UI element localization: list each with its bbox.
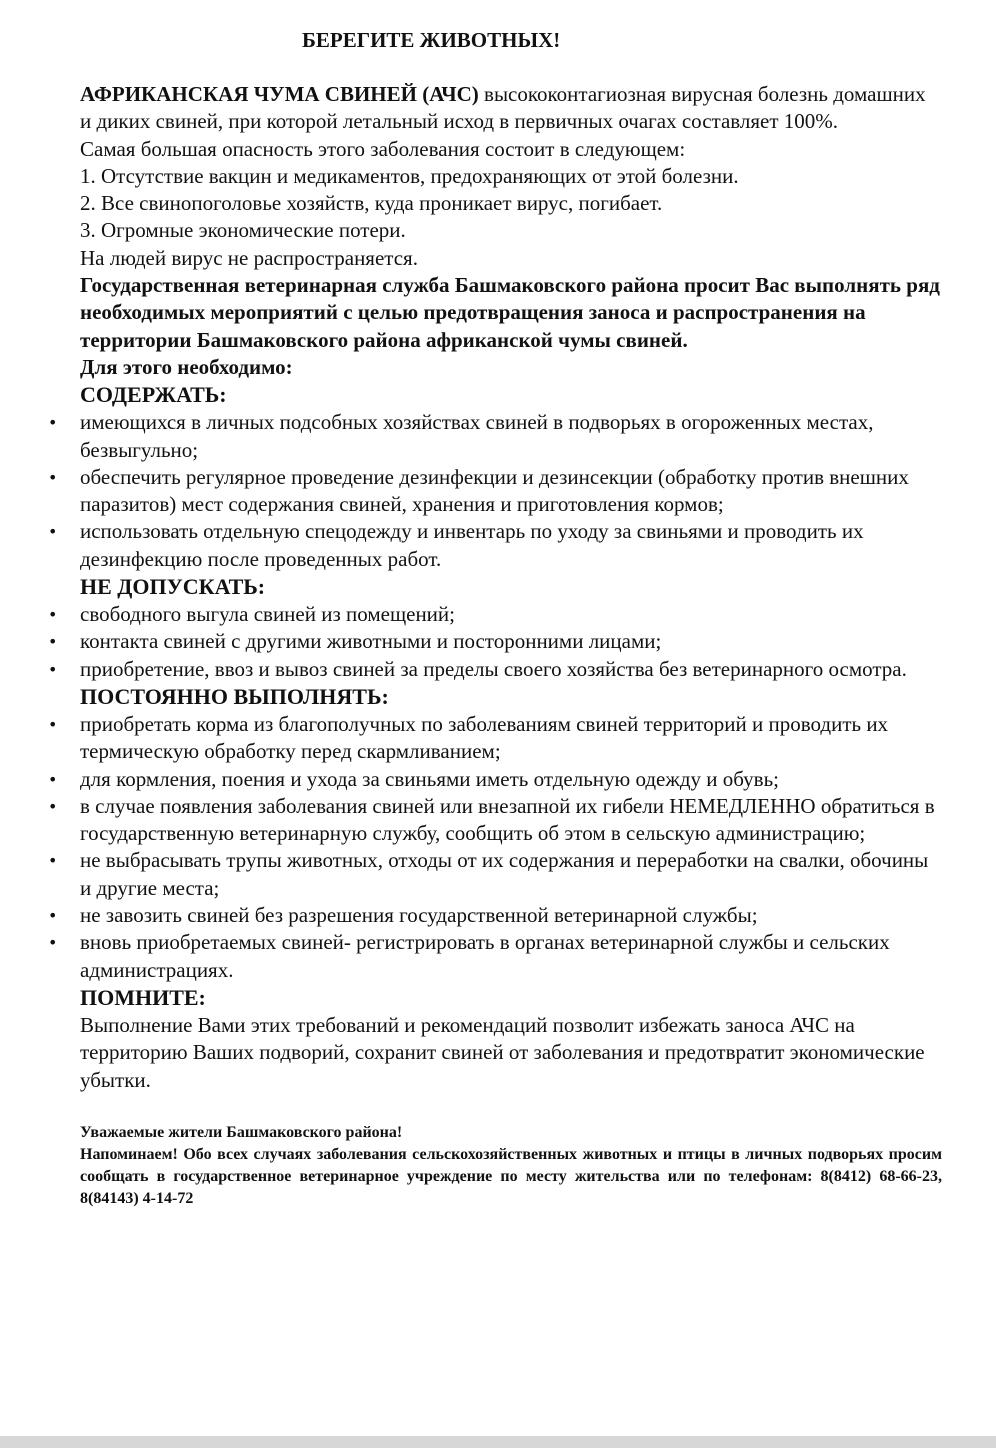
footer-text: Напоминаем! Обо всех случаях заболевания сельскохозяйственных животных и птицы в личных подворьях просим сообщать в государственное ветеринарное учреждение по месту жительства или по телефонам: 8(8412) 68-66-23, 8(84143) 4-14-72	[80, 1145, 942, 1207]
section-heading-keep: СОДЕРЖАТЬ:	[80, 382, 227, 408]
list-item: • использовать отдельную спецодежду и инвентарь по уходу за свиньями и проводить их дезинфекцию после проведенных работ.	[80, 518, 942, 573]
list-item: • свободного выгула свиней из помещений;	[80, 601, 942, 628]
footer-notice	[80, 1122, 942, 1210]
remember-text: Выполнение Вами этих требований и рекомендаций позволит избежать заноса АЧС на территорию Ваших подворий, сохранит свиней от заболевания и предотвратит экономические убытки.	[80, 1012, 925, 1092]
no-human-note: На людей вирус не распространяется.	[80, 245, 418, 270]
list-item: • не завозить свиней без разрешения государственной ветеринарной службы;	[80, 902, 942, 929]
list-item: • обеспечить регулярное проведение дезинфекции и дезинсекции (обработку против внешних паразитов) мест содержания свиней, хранения и приготовления кормов;	[80, 464, 942, 519]
list-item: • вновь приобретаемых свиней- регистрировать в органах ветеринарной службы и сельских администрациях.	[80, 929, 942, 984]
footer-greeting: Уважаемые жители Башмаковского района!	[80, 1123, 403, 1141]
list-item: • приобретение, ввоз и вывоз свиней за пределы своего хозяйства без ветеринарного осмотра.	[80, 656, 942, 683]
danger-item: 2. Все свинопоголовье хозяйств, куда проникает вирус, погибает.	[80, 191, 663, 216]
list-item: • приобретать корма из благополучных по заболеваниям свиней территорий и проводить их термическую обработку перед скармливанием;	[80, 711, 942, 766]
service-request: Государственная ветеринарная служба Башмаковского района просит Вас выполнять ряд необходимых мероприятий с целью предотвращения заноса и распространения на территории Башмаковского района африканской чумы свиней.	[80, 273, 940, 352]
danger-item: 1. Отсутствие вакцин и медикаментов, предохраняющих от этой болезни.	[80, 163, 739, 188]
page-bottom-edge	[0, 1436, 996, 1448]
danger-item: 3. Огромные экономические потери.	[80, 218, 406, 243]
forbid-list	[80, 601, 942, 683]
list-item: • имеющихся в личных подсобных хозяйствах свиней в подворьях в огороженных местах, безвыгульно;	[80, 409, 942, 464]
list-item: • контакта свиней с другими животными и посторонними лицами;	[80, 628, 942, 655]
intro-bold-lead: АФРИКАНСКАЯ ЧУМА СВИНЕЙ (АЧС)	[80, 82, 479, 106]
keep-list	[80, 409, 942, 573]
intro-paragraph	[80, 81, 942, 136]
document-content	[80, 26, 942, 1210]
list-item: • в случае появления заболевания свиней или внезапной их гибели НЕМЕДЛЕННО обратиться в государственную ветеринарную службу, сообщить об этом в сельскую администрацию;	[80, 793, 942, 848]
list-item: • для кормления, поения и ухода за свиньями иметь отдельную одежду и обувь;	[80, 766, 942, 793]
document-title: БЕРЕГИТЕ ЖИВОТНЫХ!	[302, 28, 561, 52]
section-heading-remember: ПОМНИТЕ:	[80, 984, 206, 1010]
list-item: • не выбрасывать трупы животных, отходы от их содержания и переработки на свалки, обочины и другие места;	[80, 847, 942, 902]
section-heading-forbid: НЕ ДОПУСКАТЬ:	[80, 574, 266, 600]
intro-rest: высококонтагиозная вирусная болезнь домашних и диких свиней, при которой летальный исход в первичных очагах составляет 100%.	[80, 82, 926, 134]
always-list	[80, 711, 942, 984]
danger-intro: Самая большая опасность этого заболевания состоит в следующем:	[80, 136, 686, 161]
section-heading-always: ПОСТОЯННО ВЫПОЛНЯТЬ:	[80, 683, 389, 709]
need-label: Для этого необходимо:	[80, 354, 293, 379]
